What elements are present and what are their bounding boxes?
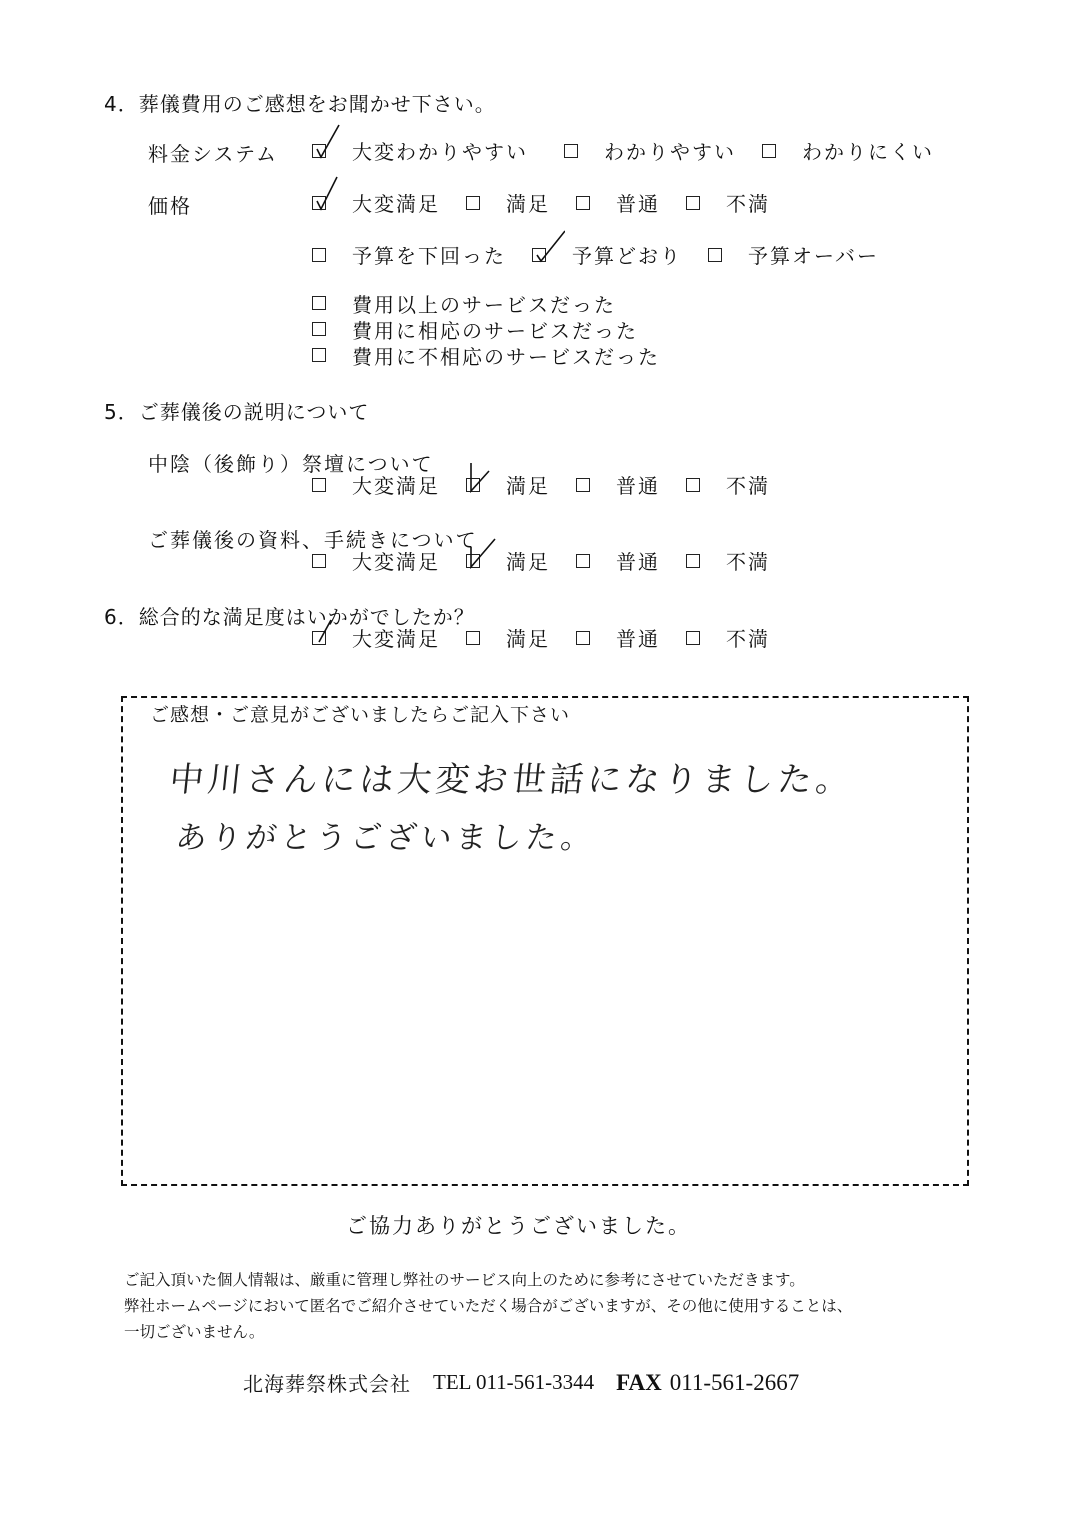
option-label: 満足 <box>506 474 550 498</box>
checkbox[interactable] <box>576 554 590 568</box>
option-under-budget[interactable] <box>312 240 506 269</box>
option-label: 予算どおり <box>572 244 682 268</box>
checkbox[interactable] <box>564 144 578 158</box>
checkbox[interactable] <box>312 296 326 310</box>
checkbox[interactable] <box>312 554 326 568</box>
footer <box>243 1368 799 1397</box>
checkbox[interactable] <box>686 478 700 492</box>
option-unclear[interactable] <box>762 136 934 165</box>
option-label: 不満 <box>726 192 770 216</box>
overall-satisfaction-options <box>312 623 796 652</box>
option-very-satisfied[interactable] <box>312 470 440 499</box>
option-neutral[interactable] <box>576 188 660 217</box>
price-label: 価格 <box>148 194 192 218</box>
option-label: 不満 <box>726 627 770 651</box>
option-dissatisfied[interactable] <box>686 546 770 575</box>
checkbox[interactable] <box>576 196 590 210</box>
privacy-notice-line-2: 弊社ホームページにおいて匿名でご紹介させていただく場合がございますが、その他に使用することは、 <box>124 1297 853 1315</box>
thanks-message: ご協力ありがとうございました。 <box>346 1214 691 1238</box>
checkbox-checked[interactable] <box>532 248 546 262</box>
checkbox-checked[interactable] <box>312 631 326 645</box>
option-satisfied[interactable] <box>466 623 550 652</box>
checkbox[interactable] <box>576 478 590 492</box>
checkbox[interactable] <box>686 554 700 568</box>
fax-number: 011-561-2667 <box>669 1369 800 1395</box>
option-dissatisfied[interactable] <box>686 188 770 217</box>
checkbox-checked[interactable] <box>466 478 480 492</box>
option-label: 大変満足 <box>352 474 440 498</box>
option-very-clear[interactable] <box>312 136 528 165</box>
option-label: 費用以上のサービスだった <box>352 292 616 317</box>
fee-system-label: 料金システム <box>148 142 278 166</box>
option-very-satisfied[interactable] <box>312 188 440 217</box>
option-label: 普通 <box>616 474 660 498</box>
checkbox[interactable] <box>466 631 480 645</box>
checkmark-icon <box>469 457 499 495</box>
documents-options <box>312 546 796 575</box>
checkbox[interactable] <box>686 631 700 645</box>
checkbox[interactable] <box>576 631 590 645</box>
checkbox[interactable] <box>686 196 700 210</box>
question-4-title: 4．葬儀費用のご感想をお聞かせ下さい。 <box>104 92 496 116</box>
checkbox[interactable] <box>312 348 326 362</box>
option-label: 大変わかりやすい <box>352 140 528 164</box>
option-label: 満足 <box>506 550 550 574</box>
option-satisfied[interactable] <box>466 470 550 499</box>
option-matches-cost[interactable] <box>312 316 638 342</box>
privacy-notice-line-1: ご記入頂いた個人情報は、厳重に管理し弊社のサービス向上のために参考にさせていただきます。 <box>124 1271 805 1289</box>
option-satisfied[interactable] <box>466 546 550 575</box>
checkbox-checked[interactable] <box>312 196 326 210</box>
checkbox[interactable] <box>708 248 722 262</box>
option-very-satisfied[interactable] <box>312 623 440 652</box>
privacy-notice-line-3: 一切ございません。 <box>124 1323 265 1341</box>
question-6-title: 6．総合的な満足度はいかがでしたか？ <box>104 605 475 629</box>
altar-options <box>312 470 796 499</box>
option-satisfied[interactable] <box>466 188 550 217</box>
documents-label: ご葬儀後の資料、手続きについて <box>148 528 478 552</box>
option-label: 予算を下回った <box>352 244 506 268</box>
checkbox-checked[interactable] <box>312 144 326 158</box>
option-on-budget[interactable] <box>532 240 682 269</box>
handwritten-comment-line-2: ありがとうございました。 <box>173 820 598 856</box>
option-label: 費用に相応のサービスだった <box>352 318 638 343</box>
option-label: 大変満足 <box>352 627 440 651</box>
checkbox[interactable] <box>312 478 326 492</box>
checkbox[interactable] <box>762 144 776 158</box>
option-label: わかりやすい <box>604 140 736 164</box>
option-label: 不満 <box>726 474 770 498</box>
option-neutral[interactable] <box>576 623 660 652</box>
option-label: 満足 <box>506 192 550 216</box>
option-dissatisfied[interactable] <box>686 470 770 499</box>
option-dissatisfied[interactable] <box>686 623 770 652</box>
option-label: 普通 <box>616 192 660 216</box>
option-neutral[interactable] <box>576 546 660 575</box>
option-very-satisfied[interactable] <box>312 546 440 575</box>
option-label: 普通 <box>616 627 660 651</box>
price-value-options <box>312 290 660 368</box>
option-label: 満足 <box>506 627 550 651</box>
price-budget-options <box>312 240 905 269</box>
handwritten-comment-line-1: 中川さんには大変お世話になりました。 <box>167 760 856 800</box>
option-neutral[interactable] <box>576 470 660 499</box>
checkmark-icon <box>535 227 565 265</box>
option-over-budget[interactable] <box>708 240 879 269</box>
option-label: 不満 <box>726 550 770 574</box>
checkbox[interactable] <box>312 248 326 262</box>
option-above-cost[interactable] <box>312 290 616 316</box>
option-label: 大変満足 <box>352 192 440 216</box>
option-below-cost[interactable] <box>312 342 660 368</box>
price-satisfaction-options <box>312 188 796 217</box>
checkbox[interactable] <box>312 322 326 336</box>
option-label: わかりにくい <box>802 140 934 164</box>
option-label: 予算オーバー <box>748 244 879 268</box>
fax-label: FAX <box>616 1369 662 1395</box>
checkbox[interactable] <box>466 196 480 210</box>
company-name: 北海葬祭株式会社 <box>243 1372 411 1396</box>
comments-label: ご感想・ご意見がございましたらご記入下さい <box>150 704 571 726</box>
checkmark-icon <box>315 175 345 213</box>
option-clear[interactable] <box>564 136 736 165</box>
option-label: 費用に不相応のサービスだった <box>352 344 660 369</box>
option-label: 普通 <box>616 550 660 574</box>
question-5-title: 5．ご葬儀後の説明について <box>104 400 370 424</box>
option-label: 大変満足 <box>352 550 440 574</box>
phone-number: TEL 011-561-3344 <box>433 1370 595 1394</box>
checkbox-checked[interactable] <box>466 554 480 568</box>
altar-label: 中陰（後飾り）祭壇について <box>148 452 434 476</box>
checkmark-icon <box>315 123 345 161</box>
fee-system-options <box>312 136 960 165</box>
